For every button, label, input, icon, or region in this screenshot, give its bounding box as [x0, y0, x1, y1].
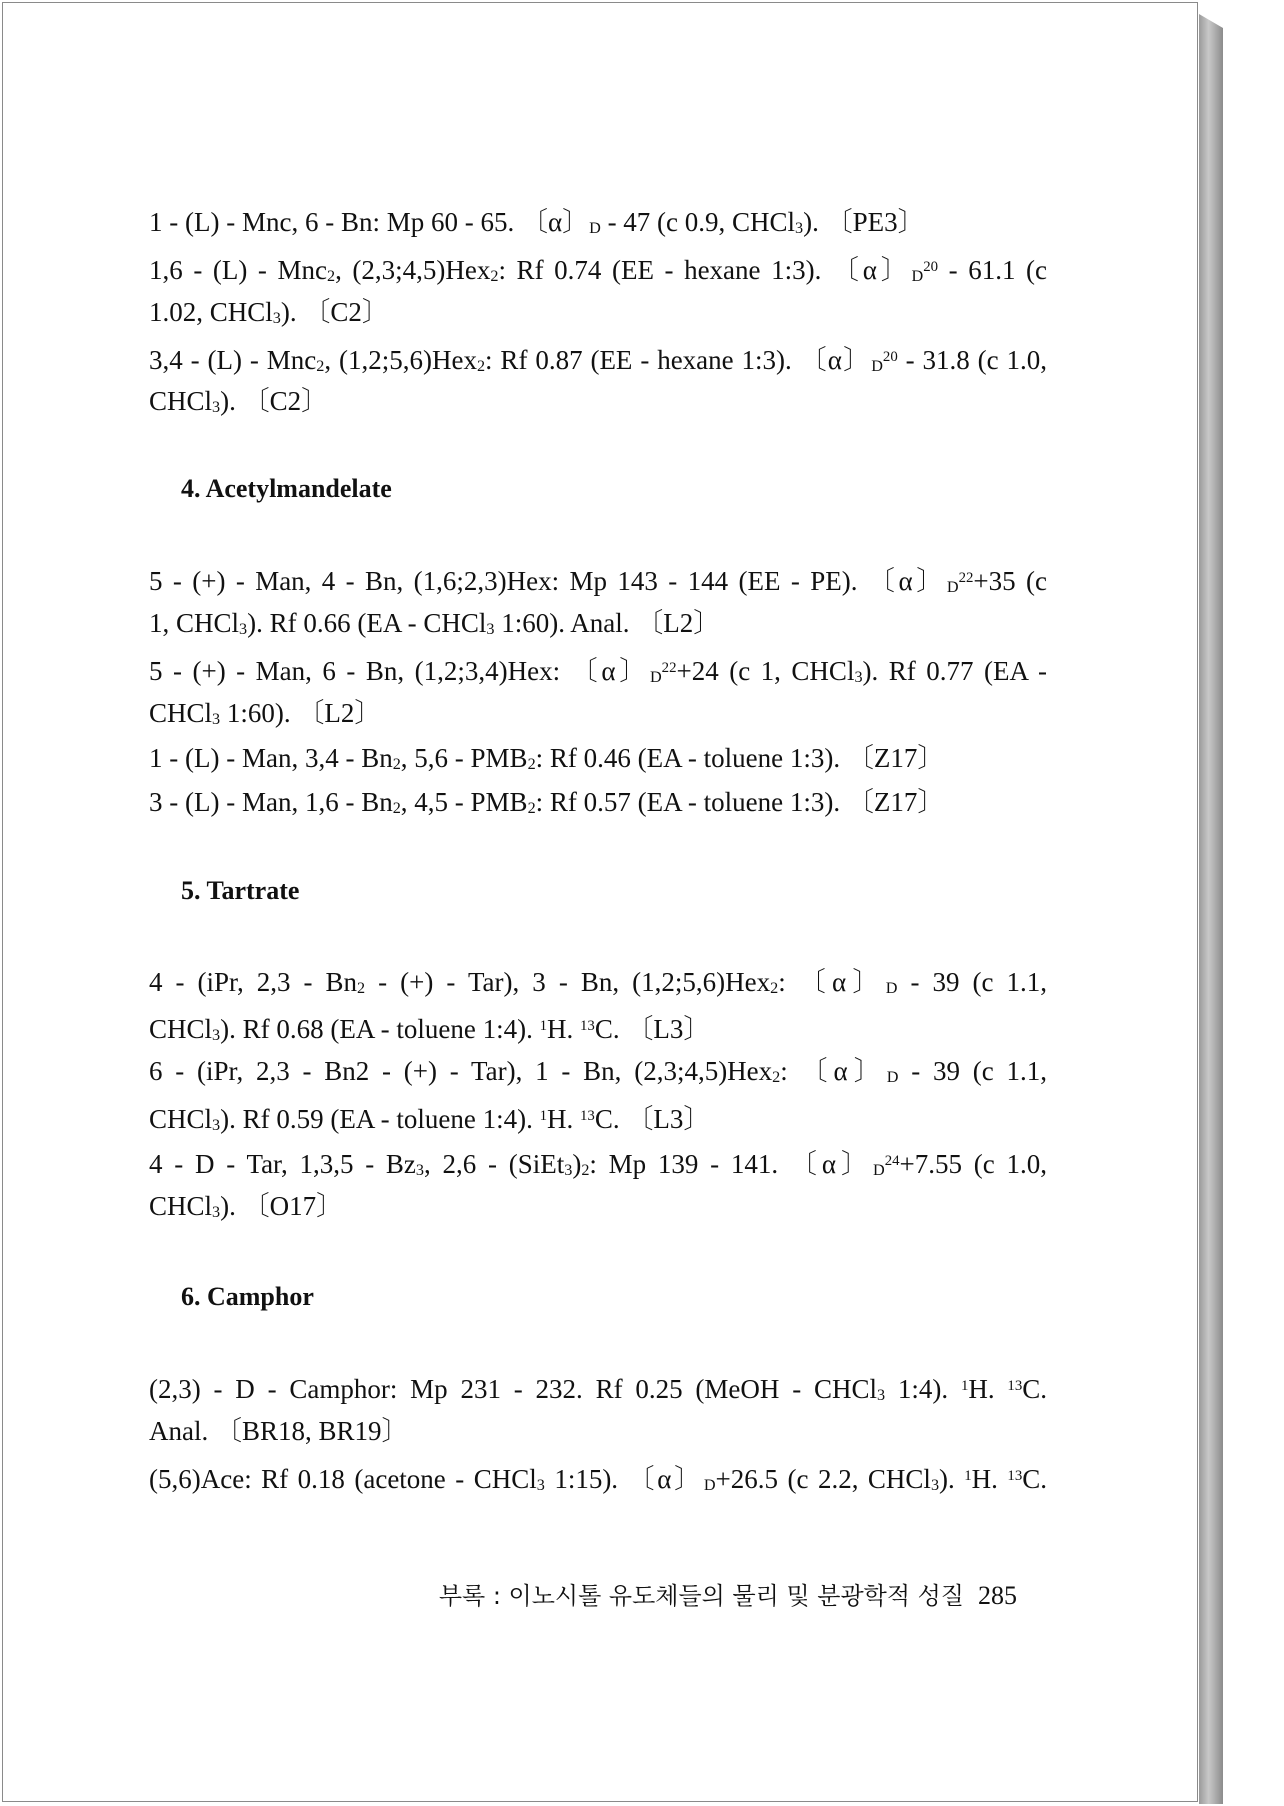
subscript: 3	[212, 1026, 221, 1045]
text-run: H.	[968, 1374, 1008, 1405]
text-run: 1:60). 〔L2〕	[220, 698, 382, 728]
text-run: C.	[1022, 1374, 1048, 1405]
text-run: : 〔α〕	[780, 1056, 887, 1086]
text-run: 1:15). 〔α〕	[544, 1464, 704, 1495]
text-line	[149, 741, 1047, 781]
text-run: +24 (c 1, CHCl	[676, 656, 855, 687]
subscript: 3	[564, 1161, 573, 1180]
text-run: 3,4 - (L) - Mnc	[149, 345, 317, 376]
text-line	[149, 965, 1047, 1005]
subscript: D	[911, 267, 924, 286]
text-run: CHCl	[149, 386, 213, 416]
superscript: 20	[923, 259, 939, 275]
text-run: +35 (c	[973, 566, 1047, 597]
subscript: D	[886, 1067, 899, 1086]
subscript: 2	[581, 1161, 590, 1180]
subscript: 2	[772, 1067, 781, 1086]
text-run: ). Rf 0.77 (EA -	[862, 656, 1047, 687]
subscript: D	[589, 218, 601, 237]
superscript: 20	[882, 349, 898, 365]
text-run: ). 〔C2〕	[280, 297, 389, 327]
superscript: 13	[580, 1108, 595, 1124]
text-line	[149, 205, 1047, 245]
text-run: , (1,2;5,6)Hex	[324, 345, 477, 376]
text-run: 4 - (iPr, 2,3 - Bn	[149, 967, 358, 997]
subscript: 3	[536, 1476, 545, 1495]
subscript: 3	[212, 1116, 221, 1135]
subscript: D	[703, 1476, 716, 1495]
text-run: 4 - D - Tar, 1,3,5 - Bz	[149, 1149, 416, 1180]
text-run: , 2,6 - (SiEt	[424, 1149, 565, 1180]
subscript: 2	[527, 754, 536, 773]
superscript: 13	[1007, 1468, 1023, 1484]
running-footer	[423, 1576, 1017, 1611]
subscript: 3	[486, 619, 495, 638]
text-run: +26.5 (c 2.2, CHCl	[715, 1464, 931, 1495]
text-run: (5,6)Ace: Rf 0.18 (acetone - CHCl	[149, 1464, 537, 1495]
text-run: , (2,3;4,5)Hex	[335, 255, 491, 286]
text-line	[149, 561, 1047, 604]
text-line	[149, 651, 1047, 694]
text-run: ).	[939, 1464, 965, 1495]
superscript: 13	[1007, 1378, 1023, 1394]
subscript: D	[649, 668, 662, 687]
subscript: 3	[415, 1161, 425, 1180]
subscript: 3	[212, 709, 221, 728]
subscript: 3	[212, 1202, 221, 1221]
text-run: , 4,5 - PMB	[400, 787, 528, 817]
text-run: CHCl	[149, 698, 213, 728]
subscript: D	[885, 978, 898, 997]
footer-title: 부록 : 이노시톨 유도체들의 물리 및 분광학적 성질	[438, 1582, 964, 1610]
section-heading	[181, 874, 299, 908]
text-line	[149, 1459, 1047, 1502]
subscript: 3	[795, 218, 804, 237]
section-heading	[181, 1280, 314, 1314]
text-line	[149, 606, 1047, 646]
subscript: 2	[490, 267, 499, 286]
superscript: 13	[580, 1018, 595, 1034]
subscript: D	[946, 578, 959, 597]
text-run: CHCl	[149, 1104, 213, 1135]
text-run: C.	[1022, 1464, 1048, 1495]
text-run: : Rf 0.87 (EE - hexane 1:3). 〔α〕	[485, 345, 872, 376]
text-line	[149, 1054, 1047, 1094]
text-run: H.	[547, 1104, 580, 1135]
text-run: 1 - (L) - Man, 3,4 - Bn	[149, 743, 393, 773]
text-line	[149, 785, 1047, 825]
text-line	[149, 1009, 1047, 1052]
text-run: Anal. 〔BR18, BR19〕	[149, 1416, 409, 1446]
text-run: ). 〔C2〕	[220, 386, 329, 416]
section-heading	[181, 472, 392, 506]
text-run: ). Rf 0.68 (EA - toluene 1:4).	[220, 1014, 540, 1045]
subscript: 2	[770, 978, 779, 997]
text-run: - (+) - Tar), 3 - Bn, (1,2;5,6)Hex	[365, 967, 771, 997]
superscript: 1	[539, 1018, 547, 1034]
text-run: 1.02, CHCl	[149, 297, 273, 327]
superscript: 1	[539, 1108, 547, 1124]
text-run: , 5,6 - PMB	[400, 743, 528, 773]
text-run: : Rf 0.57 (EA - toluene 1:3). 〔Z17〕	[535, 787, 945, 817]
text-run: C. 〔L3〕	[594, 1014, 711, 1045]
text-run: +7.55 (c 1.0,	[899, 1149, 1047, 1180]
text-line	[149, 384, 1047, 424]
text-run: - 31.8 (c 1.0,	[897, 345, 1048, 376]
text-line	[149, 1369, 1047, 1412]
text-run: 1:60). Anal. 〔L2〕	[494, 608, 721, 638]
text-run: 4. Acetylmandelate	[181, 474, 392, 503]
superscript: 22	[661, 660, 677, 676]
text-line	[149, 250, 1047, 293]
text-run: H.	[547, 1014, 580, 1045]
text-run: CHCl	[149, 1014, 213, 1045]
subscript: D	[873, 1161, 885, 1180]
text-run: )	[572, 1149, 582, 1180]
text-run: CHCl	[149, 1191, 213, 1221]
text-run: 3 - (L) - Man, 1,6 - Bn	[149, 787, 393, 817]
document-page	[2, 2, 1198, 1802]
text-run: - 39 (c 1.1,	[898, 1056, 1047, 1086]
superscript: 24	[884, 1153, 900, 1169]
text-run: C. 〔L3〕	[594, 1104, 711, 1135]
text-run: : 〔α〕	[778, 967, 886, 997]
subscript: 3	[272, 308, 281, 327]
superscript: 22	[958, 570, 974, 586]
subscript: 3	[930, 1476, 940, 1495]
subscript: 2	[392, 798, 401, 817]
subscript: 2	[527, 798, 536, 817]
page-edge-shadow	[1199, 14, 1223, 1804]
subscript: 2	[316, 357, 325, 376]
superscript: 1	[960, 1378, 969, 1394]
subscript: D	[871, 357, 883, 376]
text-run: 6 - (iPr, 2,3 - Bn2 - (+) - Tar), 1 - Bn, (2,3;4,5)Hex	[149, 1056, 773, 1086]
text-run: : Rf 0.74 (EE - hexane 1:3). 〔α〕	[498, 255, 912, 286]
text-run: ). 〔PE3〕	[803, 207, 925, 237]
text-line	[149, 696, 1047, 736]
text-run: ). Rf 0.59 (EA - toluene 1:4).	[220, 1104, 540, 1135]
text-run: - 39 (c 1.1,	[897, 967, 1047, 997]
subscript: 3	[239, 619, 248, 638]
text-run: 1, CHCl	[149, 608, 240, 638]
text-run: (2,3) - D - Camphor: Mp 231 - 232. Rf 0.25 (MeOH - CHCl	[149, 1374, 877, 1405]
text-run: - 61.1 (c	[938, 255, 1048, 286]
text-run: ). 〔O17〕	[220, 1191, 344, 1221]
subscript: 3	[212, 397, 221, 416]
text-run: : Rf 0.46 (EA - toluene 1:3). 〔Z17〕	[535, 743, 945, 773]
text-line	[149, 1144, 1047, 1187]
text-run: 1,6 - (L) - Mnc	[149, 255, 327, 286]
text-run: 6. Camphor	[181, 1282, 314, 1311]
text-run: - 47 (c 0.9, CHCl	[600, 207, 796, 237]
superscript: 1	[964, 1468, 972, 1484]
text-run: H.	[971, 1464, 1008, 1495]
text-line	[149, 295, 1047, 335]
text-run: 5 - (+) - Man, 6 - Bn, (1,2;3,4)Hex: 〔α〕	[149, 656, 650, 687]
text-line	[149, 1414, 1047, 1448]
subscript: 2	[327, 267, 336, 286]
subscript: 2	[476, 357, 486, 376]
text-run: 5 - (+) - Man, 4 - Bn, (1,6;2,3)Hex: Mp 143 - 144 (EE - PE). 〔α〕	[149, 566, 947, 597]
subscript: 3	[854, 668, 863, 687]
text-line	[149, 340, 1047, 383]
text-run: 1:4).	[885, 1374, 961, 1405]
subscript: 2	[392, 754, 401, 773]
subscript: 3	[877, 1386, 886, 1405]
text-run: : Mp 139 - 141. 〔α〕	[589, 1149, 873, 1180]
text-line	[149, 1189, 1047, 1229]
text-run: 5. Tartrate	[181, 876, 300, 905]
subscript: 2	[357, 978, 366, 997]
text-run: ). Rf 0.66 (EA - CHCl	[247, 608, 487, 638]
text-run: 1 - (L) - Mnc, 6 - Bn: Mp 60 - 65. 〔α〕	[149, 207, 590, 237]
page-number: 285	[978, 1581, 1017, 1610]
text-line	[149, 1099, 1047, 1142]
